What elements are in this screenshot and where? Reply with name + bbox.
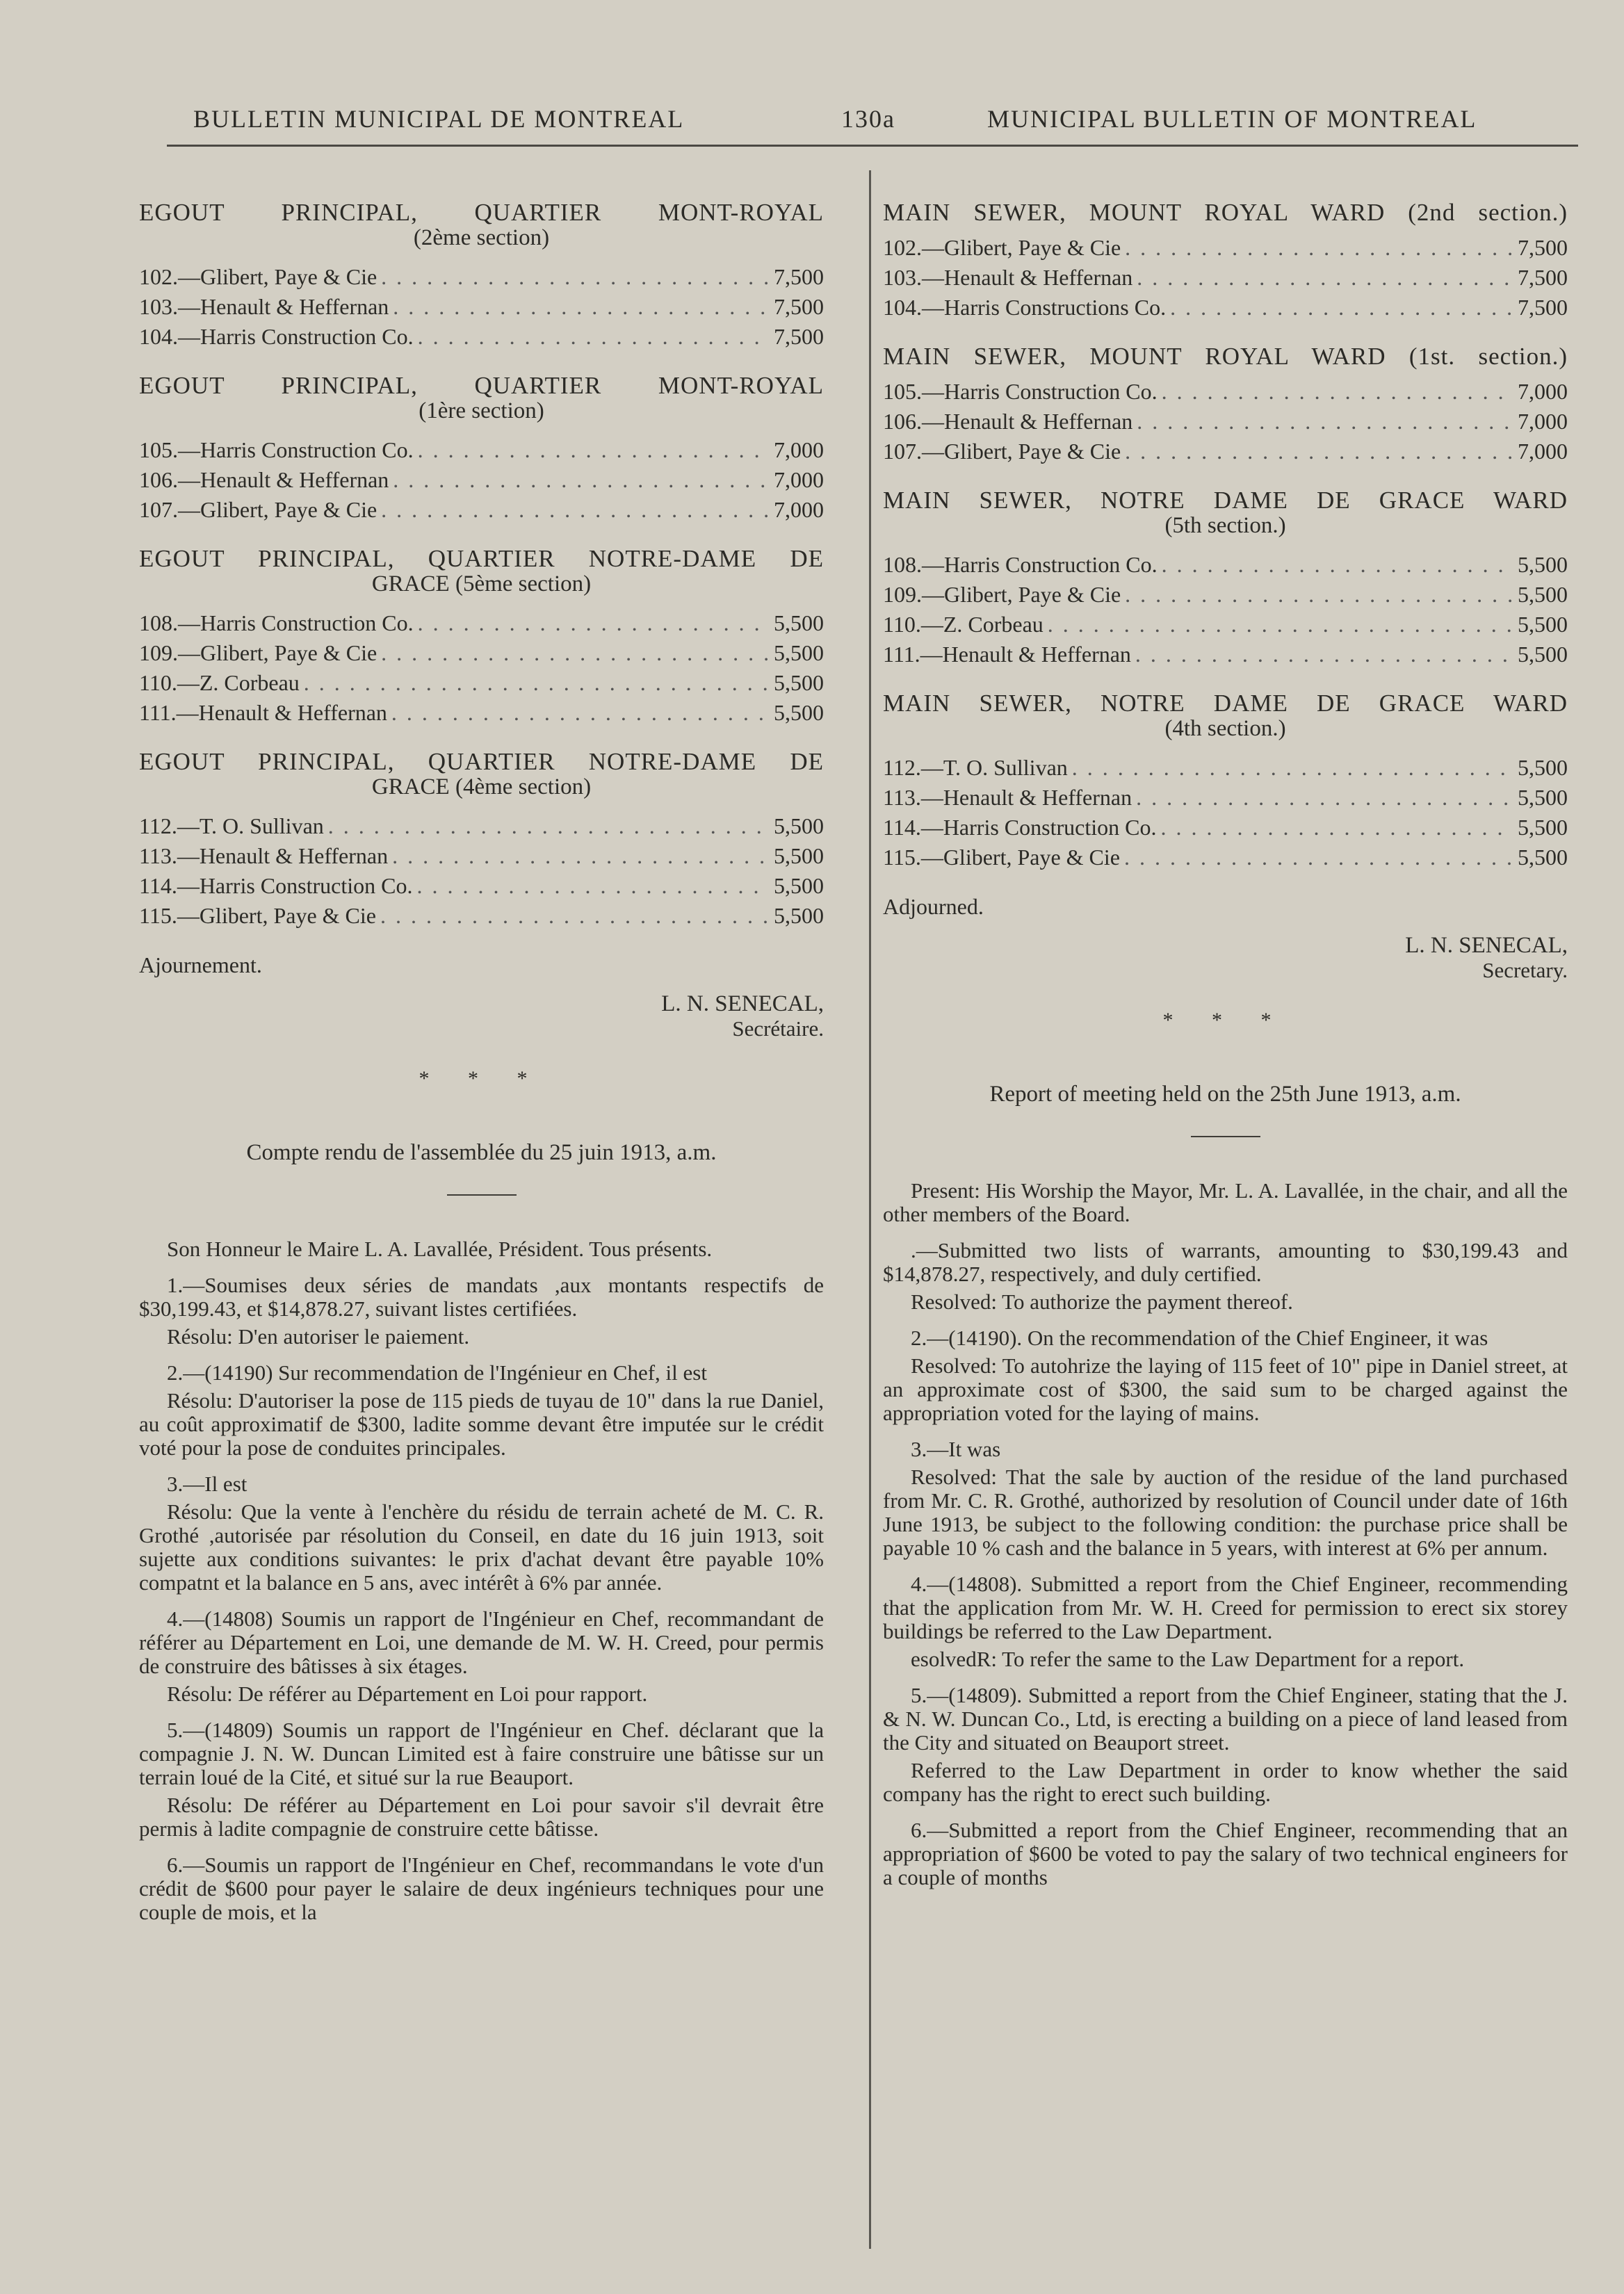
signature-title: Secrétaire.	[732, 1016, 824, 1041]
tender-name: 115.—Glibert, Paye & Cie	[139, 903, 376, 928]
tender-name: 110.—Z. Corbeau	[883, 612, 1044, 637]
tender-row	[883, 755, 1568, 785]
tender-row	[883, 265, 1568, 295]
section-title: EGOUT PRINCIPAL, QUARTIER NOTRE-DAME DE	[139, 748, 824, 775]
tender-row	[883, 815, 1568, 845]
dot-leader	[381, 264, 768, 289]
tender-row	[139, 813, 824, 843]
tender-amount: 5,500	[774, 700, 824, 725]
section-title: EGOUT PRINCIPAL, QUARTIER MONT-ROYAL	[139, 199, 824, 226]
dot-leader	[418, 324, 768, 349]
tender-row	[883, 235, 1568, 265]
tender-amount: 5,500	[1518, 785, 1568, 810]
tender-list	[139, 264, 824, 354]
minute-paragraph: .—Submitted two lists of warrants, amounting to $30,199.43 and $14,878.27, respectively, and duly certified.	[883, 1238, 1568, 1286]
tender-amount: 7,500	[1518, 295, 1568, 320]
tender-amount: 5,500	[1518, 642, 1568, 667]
dot-leader	[1137, 409, 1512, 434]
minute-paragraph: 6.—Soumis un rapport de l'Ingénieur en Chef, recommandans le vote d'un crédit de $600 pour payer le salaire de deux ingénieurs techniques pour une couple de mois, et la	[139, 1853, 824, 1924]
english-column	[883, 188, 1568, 1902]
meeting-heading: Compte rendu de l'assemblée du 25 juin 1913, a.m.	[246, 1140, 717, 1165]
tender-name: 108.—Harris Construction Co.	[883, 552, 1158, 577]
dot-leader	[392, 843, 768, 868]
tender-list	[883, 235, 1568, 325]
tender-name: 105.—Harris Construction Co.	[139, 437, 414, 462]
tender-row	[139, 610, 824, 640]
minute-paragraph: 3.—Il est	[167, 1472, 247, 1496]
dot-leader	[393, 467, 768, 492]
dot-leader	[380, 903, 768, 928]
minute-paragraph: Résolu: D'en autoriser le paiement.	[167, 1324, 470, 1349]
section-subtitle: GRACE (5ème section)	[371, 571, 592, 596]
tender-list	[139, 610, 824, 730]
dot-leader	[1135, 642, 1512, 667]
tender-name: 107.—Glibert, Paye & Cie	[139, 497, 377, 522]
dot-leader	[1072, 755, 1512, 780]
dot-leader	[381, 640, 768, 665]
tender-row	[883, 642, 1568, 672]
dot-leader	[1162, 379, 1512, 404]
tender-row	[883, 439, 1568, 469]
column-divider	[869, 170, 871, 2249]
tender-amount: 5,500	[774, 813, 824, 838]
tender-list	[883, 755, 1568, 875]
tender-name: 107.—Glibert, Paye & Cie	[883, 439, 1121, 464]
dot-leader	[418, 437, 768, 462]
tender-amount: 5,500	[1518, 582, 1568, 607]
minute-paragraph: Son Honneur le Maire L. A. Lavallée, Président. Tous présents.	[167, 1237, 713, 1261]
dot-leader	[418, 610, 768, 635]
section-title: MAIN SEWER, MOUNT ROYAL WARD (1st. section.)	[883, 343, 1568, 370]
minute-paragraph: Referred to the Law Department in order to know whether the said company has the right to erect such building.	[883, 1758, 1568, 1806]
section-title: MAIN SEWER, NOTRE DAME DE GRACE WARD	[883, 487, 1568, 514]
dot-leader	[1137, 265, 1512, 290]
short-rule	[1191, 1136, 1260, 1137]
tender-name: 104.—Harris Construction Co.	[139, 324, 414, 349]
tender-name: 111.—Henault & Heffernan	[883, 642, 1131, 667]
tender-name: 110.—Z. Corbeau	[139, 670, 300, 695]
dot-leader	[416, 873, 768, 898]
header-rule	[167, 145, 1578, 147]
tender-amount: 7,500	[774, 264, 824, 289]
tender-amount: 7,000	[1518, 379, 1568, 404]
tender-row	[139, 640, 824, 670]
page-number: 130a	[841, 105, 895, 133]
section-separator: * * *	[1162, 1009, 1288, 1032]
tender-row	[139, 497, 824, 527]
signature	[883, 933, 1568, 983]
tender-name: 106.—Henault & Heffernan	[883, 409, 1133, 434]
adjournment: Ajournement.	[139, 952, 262, 977]
tender-amount: 7,000	[774, 467, 824, 492]
section-subtitle: GRACE (4ème section)	[371, 774, 592, 799]
tender-name: 104.—Harris Constructions Co.	[883, 295, 1167, 320]
dot-leader	[1162, 552, 1512, 577]
tender-amount: 7,500	[1518, 235, 1568, 260]
tender-name: 102.—Glibert, Paye & Cie	[139, 264, 377, 289]
dot-leader	[304, 670, 768, 695]
minute-paragraph: Resolved: That the sale by auction of the residue of the land purchased from Mr. C. R. Grothé, authorized by resolution of Council under date of 16th June 1913, be subject to the following condition: the purchase price shall be payable 10 % cash and the balance in 5 years, with interest at 6% per annum.	[883, 1465, 1568, 1560]
tender-list	[883, 379, 1568, 469]
tender-name: 106.—Henault & Heffernan	[139, 467, 389, 492]
tender-row	[139, 670, 824, 700]
minute-paragraph: esolvedR: To refer the same to the Law Department for a report.	[911, 1647, 1465, 1671]
adjournment: Adjourned.	[883, 894, 984, 919]
minute-paragraph: Present: His Worship the Mayor, Mr. L. A. Lavallée, in the chair, and all the other members of the Board.	[883, 1178, 1568, 1226]
tender-amount: 5,500	[774, 843, 824, 868]
tender-row	[139, 873, 824, 903]
minute-paragraph: 4.—(14808) Soumis un rapport de l'Ingénieur en Chef, recommandant de référer au Département en Loi, une demande de M. W. H. Creed, pour permis de construire des bâtisses à six étages.	[139, 1606, 824, 1678]
tender-list	[139, 437, 824, 527]
minute-paragraph: 6.—Submitted a report from the Chief Engineer, recommending that an appropriation of $600 be voted to pay the salary of two technical engineers for a couple of months	[883, 1818, 1568, 1889]
minute-paragraph: 3.—It was	[911, 1437, 1001, 1461]
tender-amount: 5,500	[1518, 755, 1568, 780]
tender-amount: 5,500	[1518, 612, 1568, 637]
signature-name: L. N. SENECAL,	[1405, 933, 1568, 958]
minute-paragraph: 2.—(14190). On the recommendation of the Chief Engineer, it was	[911, 1326, 1488, 1350]
minute-paragraph: Resolved: To authorize the payment thereof.	[911, 1290, 1293, 1314]
tender-name: 114.—Harris Construction Co.	[139, 873, 413, 898]
minute-paragraph: Resolved: To autohrize the laying of 115 feet of 10" pipe in Daniel street, at an approximate cost of $300, the said sum to be charged against the appropriation voted for the laying of mains.	[883, 1353, 1568, 1425]
header-right: MUNICIPAL BULLETIN OF MONTREAL	[987, 105, 1477, 133]
signature	[139, 991, 824, 1041]
dot-leader	[1125, 439, 1512, 464]
header-left: BULLETIN MUNICIPAL DE MONTREAL	[193, 105, 685, 133]
tender-name: 109.—Glibert, Paye & Cie	[883, 582, 1121, 607]
tender-row	[883, 379, 1568, 409]
signature-name: L. N. SENECAL,	[661, 991, 824, 1016]
tender-amount: 7,000	[774, 497, 824, 522]
tender-amount: 7,000	[1518, 439, 1568, 464]
minute-paragraph: 1.—Soumises deux séries de mandats ,aux montants respectifs de $30,199.43, et $14,878.27, suivant listes certifiées.	[139, 1273, 824, 1321]
section-subtitle: (2ème section)	[413, 225, 550, 250]
tender-row	[139, 324, 824, 354]
dot-leader	[381, 497, 768, 522]
tender-name: 113.—Henault & Heffernan	[139, 843, 389, 868]
tender-list	[883, 552, 1568, 672]
tender-row	[883, 295, 1568, 325]
tender-amount: 5,500	[1518, 845, 1568, 870]
tender-row	[883, 845, 1568, 875]
tender-row	[883, 582, 1568, 612]
tender-name: 103.—Henault & Heffernan	[139, 294, 389, 319]
tender-row	[139, 264, 824, 294]
section-subtitle: (4th section.)	[1164, 716, 1286, 741]
tender-row	[139, 700, 824, 730]
tender-amount: 5,500	[774, 610, 824, 635]
tender-amount: 7,500	[774, 294, 824, 319]
signature-title: Secretary.	[1482, 958, 1568, 982]
dot-leader	[1124, 845, 1512, 870]
minute-paragraph: 4.—(14808). Submitted a report from the Chief Engineer, recommending that the application from Mr. W. H. Creed for permission to erect six storey buildings be referred to the Law Department.	[883, 1572, 1568, 1643]
minute-paragraph: Résolu: De référer au Département en Loi pour savoir s'il devrait être permis à ladite compagnie de construire cette bâtisse.	[139, 1793, 824, 1841]
minute-paragraph: 5.—(14809) Soumis un rapport de l'Ingénieur en Chef. déclarant que la compagnie J. N. W. Duncan Limited est à faire construire une bâtisse sur un terrain loué de la Cité, et situé sur la rue Beauport.	[139, 1718, 824, 1789]
section-title: MAIN SEWER, MOUNT ROYAL WARD (2nd section.)	[883, 199, 1568, 226]
tender-amount: 5,500	[774, 670, 824, 695]
tender-amount: 5,500	[1518, 815, 1568, 840]
minute-paragraph: Résolu: D'autoriser la pose de 115 pieds de tuyau de 10" dans la rue Daniel, au coût approximatif de $300, ladite somme devant être imputée sur le crédit voté pour la pose de conduites principales.	[139, 1388, 824, 1460]
section-title: EGOUT PRINCIPAL, QUARTIER NOTRE-DAME DE	[139, 545, 824, 572]
tender-name: 113.—Henault & Heffernan	[883, 785, 1132, 810]
minute-paragraph: Résolu: De référer au Département en Loi pour rapport.	[167, 1682, 648, 1706]
dot-leader	[391, 700, 768, 725]
dot-leader	[393, 294, 768, 319]
meeting-heading: Report of meeting held on the 25th June 1913, a.m.	[989, 1082, 1461, 1107]
tender-name: 115.—Glibert, Paye & Cie	[883, 845, 1120, 870]
tender-row	[139, 294, 824, 324]
tender-amount: 7,000	[1518, 409, 1568, 434]
tender-row	[883, 612, 1568, 642]
tender-name: 103.—Henault & Heffernan	[883, 265, 1133, 290]
tender-name: 105.—Harris Construction Co.	[883, 379, 1158, 404]
section-title: EGOUT PRINCIPAL, QUARTIER MONT-ROYAL	[139, 372, 824, 399]
short-rule	[447, 1194, 517, 1196]
section-subtitle: (1ère section)	[419, 398, 544, 423]
dot-leader	[1136, 785, 1512, 810]
tender-list	[139, 813, 824, 933]
tender-row	[139, 467, 824, 497]
tender-row	[883, 552, 1568, 582]
dot-leader	[1125, 235, 1512, 260]
tender-amount: 7,500	[1518, 265, 1568, 290]
section-title: MAIN SEWER, NOTRE DAME DE GRACE WARD	[883, 690, 1568, 717]
tender-row	[139, 843, 824, 873]
tender-amount: 5,500	[774, 873, 824, 898]
dot-leader	[1160, 815, 1512, 840]
tender-amount: 5,500	[774, 640, 824, 665]
tender-row	[883, 785, 1568, 815]
french-column	[139, 188, 824, 1937]
section-separator: * * *	[419, 1067, 544, 1090]
tender-name: 109.—Glibert, Paye & Cie	[139, 640, 377, 665]
tender-amount: 5,500	[1518, 552, 1568, 577]
tender-row	[139, 437, 824, 467]
dot-leader	[1048, 612, 1512, 637]
tender-name: 112.—T. O. Sullivan	[883, 755, 1068, 780]
dot-leader	[328, 813, 768, 838]
tender-amount: 5,500	[774, 903, 824, 928]
section-subtitle: (5th section.)	[1164, 513, 1286, 538]
dot-leader	[1170, 295, 1512, 320]
tender-row	[139, 903, 824, 933]
tender-amount: 7,000	[774, 437, 824, 462]
minute-paragraph: 2.—(14190) Sur recommendation de l'Ingénieur en Chef, il est	[167, 1360, 707, 1385]
tender-amount: 7,500	[774, 324, 824, 349]
dot-leader	[1125, 582, 1512, 607]
tender-row	[883, 409, 1568, 439]
minute-paragraph: 5.—(14809). Submitted a report from the Chief Engineer, stating that the J. & N. W. Duncan Co., Ltd, is erecting a building on a piece of land leased from the City and situated on Beauport street.	[883, 1683, 1568, 1755]
minute-paragraph: Résolu: Que la vente à l'enchère du résidu de terrain acheté de M. C. R. Grothé ,autorisée par résolution du Conseil, en date du 16 juin 1913, soit sujette aux conditions suivantes: le prix d'achat devant être payable 10% compatnt et la balance en 5 ans, avec intérêt à 6% par année.	[139, 1499, 824, 1595]
tender-name: 102.—Glibert, Paye & Cie	[883, 235, 1121, 260]
tender-name: 114.—Harris Construction Co.	[883, 815, 1157, 840]
tender-name: 108.—Harris Construction Co.	[139, 610, 414, 635]
tender-name: 112.—T. O. Sullivan	[139, 813, 324, 838]
tender-name: 111.—Henault & Heffernan	[139, 700, 387, 725]
